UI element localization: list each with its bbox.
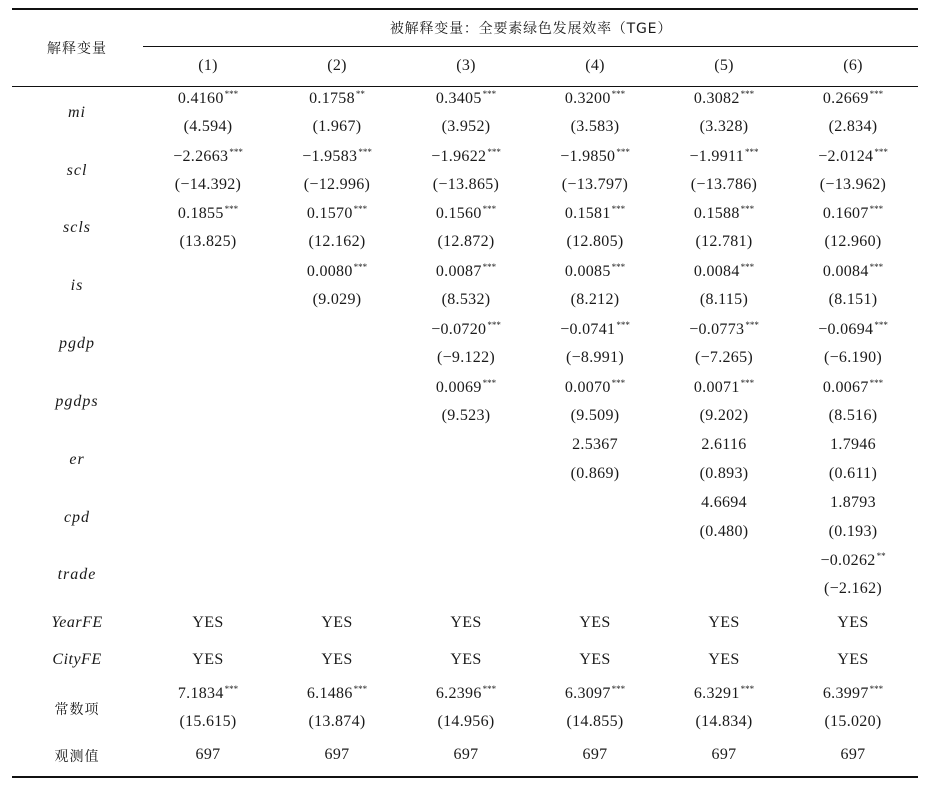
coef-value: 0.0080 (306, 263, 353, 280)
coef-cell (830, 436, 876, 454)
t-stat: (4.594) (183, 118, 233, 135)
significance-stars: *** (353, 684, 368, 694)
t-stat: (−14.392) (174, 176, 242, 193)
t-stat: (15.615) (179, 713, 237, 730)
coef-cell (173, 147, 243, 166)
coef-value: −1.9583 (302, 148, 358, 165)
coef-value: −2.0124 (818, 148, 874, 165)
coef-value: −1.9850 (560, 148, 616, 165)
t-stat: (13.825) (179, 233, 237, 250)
constant-label: 常数项 (54, 702, 100, 718)
variable-label: scls (63, 219, 91, 236)
t-stat: (2.834) (828, 118, 878, 135)
coef-cell (818, 320, 888, 339)
t-stat: (−9.122) (436, 349, 496, 366)
coef-value: 0.0067 (822, 379, 869, 396)
coef-cell (572, 436, 618, 454)
significance-stars: *** (224, 204, 239, 214)
row-label-header: 解释变量 (47, 41, 107, 57)
coef-cell (565, 684, 625, 703)
significance-stars: *** (745, 320, 759, 330)
t-stat: (12.872) (437, 233, 495, 250)
column-header: (2) (327, 57, 347, 74)
coef-value: 0.3200 (564, 90, 611, 107)
t-stat: (12.960) (824, 233, 882, 250)
coef-value: −1.9911 (689, 148, 745, 165)
significance-stars: *** (611, 262, 626, 272)
variable-label: cpd (63, 509, 91, 526)
column-header: (5) (714, 57, 734, 74)
coef-cell (701, 436, 746, 454)
significance-stars: *** (482, 684, 497, 694)
coef-cell (823, 204, 883, 223)
significance-stars: *** (740, 204, 755, 214)
observations-value: 697 (711, 746, 737, 763)
coef-cell (694, 89, 754, 108)
coef-value: 6.3997 (822, 685, 869, 702)
significance-stars: *** (482, 89, 497, 99)
significance-stars: *** (482, 378, 497, 388)
t-stat: (14.834) (695, 713, 753, 730)
fixed-effect-value: YES (579, 614, 611, 631)
coef-cell (178, 684, 238, 703)
significance-stars: *** (611, 204, 626, 214)
coef-value: 0.1588 (693, 205, 740, 222)
variable-label: trade (57, 566, 97, 583)
coef-cell (565, 378, 625, 397)
group-title: 被解释变量：全要素绿色发展效率（TGE） (389, 21, 673, 37)
coef-cell (560, 320, 630, 339)
significance-stars: *** (482, 262, 497, 272)
fixed-effect-value: YES (321, 614, 353, 631)
coef-value: −0.0262 (820, 552, 876, 569)
column-header: (3) (456, 57, 476, 74)
fixed-effect-value: YES (837, 614, 869, 631)
fixed-effect-value: YES (321, 651, 353, 668)
variable-label: er (69, 451, 85, 468)
coef-cell (694, 378, 754, 397)
t-stat: (−13.962) (819, 176, 887, 193)
coef-value: −0.0773 (689, 321, 745, 338)
coef-cell (302, 147, 372, 166)
significance-stars: *** (611, 89, 626, 99)
coef-cell (565, 89, 625, 108)
fixed-effect-value: YES (192, 651, 224, 668)
observations-value: 697 (324, 746, 350, 763)
coef-cell (431, 320, 501, 339)
significance-stars: *** (616, 320, 630, 330)
coef-value: −2.2663 (173, 148, 229, 165)
coef-value: 0.0071 (693, 379, 740, 396)
t-stat: (−8.991) (565, 349, 625, 366)
coef-cell (307, 204, 367, 223)
significance-stars: *** (869, 89, 884, 99)
coef-cell (565, 204, 625, 223)
coef-cell (436, 204, 496, 223)
table-top-rule (12, 8, 918, 10)
coef-cell (823, 262, 883, 281)
coef-value: 0.0070 (564, 379, 611, 396)
coef-cell (694, 204, 754, 223)
t-stat: (0.611) (828, 465, 878, 482)
t-stat: (12.805) (566, 233, 624, 250)
coef-value: 0.3405 (435, 90, 482, 107)
significance-stars: *** (353, 204, 368, 214)
t-stat: (15.020) (824, 713, 882, 730)
significance-stars: *** (869, 262, 884, 272)
t-stat: (0.193) (828, 523, 878, 540)
coef-cell (565, 262, 625, 281)
observations-value: 697 (582, 746, 608, 763)
significance-stars: *** (224, 684, 239, 694)
coef-value: 2.5367 (572, 436, 618, 453)
coef-cell (689, 320, 759, 339)
variable-label: is (70, 277, 84, 294)
coef-cell (694, 262, 754, 281)
observations-value: 697 (840, 746, 866, 763)
coef-value: 0.0084 (822, 263, 869, 280)
coef-value: 0.0084 (693, 263, 740, 280)
t-stat: (3.328) (699, 118, 749, 135)
coef-value: 6.1486 (306, 685, 353, 702)
t-stat: (−7.265) (694, 349, 754, 366)
coef-cell (823, 378, 883, 397)
t-stat: (8.516) (828, 407, 878, 424)
t-stat: (−13.797) (561, 176, 629, 193)
coef-value: −0.0720 (431, 321, 487, 338)
observations-value: 697 (453, 746, 479, 763)
coef-value: 0.1570 (306, 205, 353, 222)
t-stat: (12.781) (695, 233, 753, 250)
significance-stars: *** (740, 378, 755, 388)
coef-cell (823, 89, 883, 108)
t-stat: (14.956) (437, 713, 495, 730)
significance-stars: *** (353, 262, 368, 272)
significance-stars: *** (487, 147, 501, 157)
observations-label: 观测值 (54, 749, 100, 765)
coef-cell (307, 684, 367, 703)
coef-value: 1.7946 (830, 436, 876, 453)
significance-stars: *** (740, 684, 755, 694)
significance-stars: ** (876, 551, 886, 561)
significance-stars: *** (740, 262, 755, 272)
coef-cell (436, 262, 496, 281)
coef-value: 0.1758 (309, 90, 355, 107)
fixed-effect-value: YES (450, 651, 482, 668)
coef-value: 0.4160 (177, 90, 224, 107)
t-stat: (0.893) (699, 465, 749, 482)
fixed-effect-value: YES (708, 651, 740, 668)
significance-stars: *** (482, 204, 497, 214)
coef-cell (431, 147, 501, 166)
coef-value: 6.2396 (435, 685, 482, 702)
coef-value: 0.0087 (435, 263, 482, 280)
coef-cell (694, 684, 754, 703)
coef-cell (436, 89, 496, 108)
coef-value: 6.3291 (693, 685, 740, 702)
t-stat: (0.480) (699, 523, 749, 540)
coef-cell (823, 684, 883, 703)
t-stat: (−6.190) (823, 349, 883, 366)
coef-value: 6.3097 (564, 685, 611, 702)
significance-stars: *** (611, 378, 626, 388)
header-span-rule (143, 46, 918, 47)
t-stat: (9.509) (570, 407, 620, 424)
fixed-effect-value: YES (579, 651, 611, 668)
t-stat: (9.523) (441, 407, 491, 424)
column-header: (4) (585, 57, 605, 74)
coef-value: 0.1581 (564, 205, 611, 222)
coef-cell (689, 147, 758, 166)
coef-value: 0.0085 (564, 263, 611, 280)
coef-value: 7.1834 (177, 685, 224, 702)
fixed-effect-label: YearFE (51, 614, 103, 631)
t-stat: (8.212) (570, 291, 620, 308)
coef-cell (307, 262, 367, 281)
variable-label: scl (66, 162, 88, 179)
t-stat: (−2.162) (823, 580, 883, 597)
coef-cell (818, 147, 888, 166)
coef-value: 2.6116 (701, 436, 747, 453)
coef-value: 4.6694 (701, 494, 747, 511)
fixed-effect-value: YES (450, 614, 482, 631)
coef-cell (560, 147, 630, 166)
coef-value: 0.1560 (435, 205, 482, 222)
significance-stars: *** (874, 320, 888, 330)
significance-stars: *** (224, 89, 239, 99)
fixed-effect-value: YES (192, 614, 224, 631)
t-stat: (3.583) (570, 118, 620, 135)
coef-cell (178, 89, 238, 108)
significance-stars: *** (611, 684, 626, 694)
coef-value: 0.1855 (177, 205, 224, 222)
t-stat: (1.967) (312, 118, 362, 135)
header-bottom-rule (12, 86, 918, 87)
coef-cell (701, 494, 747, 512)
significance-stars: *** (358, 147, 372, 157)
coef-cell (436, 378, 496, 397)
coef-cell (830, 494, 876, 512)
t-stat: (8.151) (828, 291, 878, 308)
coef-value: 0.3082 (693, 90, 740, 107)
t-stat: (−13.865) (432, 176, 500, 193)
coef-cell (178, 204, 238, 223)
significance-stars: *** (740, 89, 755, 99)
observations-value: 697 (195, 746, 221, 763)
t-stat: (−12.996) (303, 176, 371, 193)
coef-value: 1.8793 (830, 494, 876, 511)
coef-value: 0.0069 (435, 379, 482, 396)
column-header: (6) (843, 57, 863, 74)
variable-label: mi (68, 104, 86, 121)
fixed-effect-value: YES (708, 614, 740, 631)
fixed-effect-value: YES (837, 651, 869, 668)
significance-stars: *** (869, 684, 884, 694)
significance-stars: *** (487, 320, 501, 330)
significance-stars: *** (869, 378, 884, 388)
t-stat: (9.029) (312, 291, 362, 308)
significance-stars: *** (616, 147, 630, 157)
significance-stars: *** (874, 147, 888, 157)
coef-value: 0.1607 (822, 205, 869, 222)
column-header: (1) (198, 57, 218, 74)
variable-label: pgdp (59, 335, 95, 352)
fixed-effect-label: CityFE (52, 651, 102, 668)
coef-cell (309, 89, 365, 108)
t-stat: (8.532) (441, 291, 491, 308)
t-stat: (3.952) (441, 118, 491, 135)
significance-stars: ** (355, 89, 365, 99)
t-stat: (0.869) (570, 465, 620, 482)
coef-cell (820, 551, 885, 570)
t-stat: (14.855) (566, 713, 624, 730)
significance-stars: *** (869, 204, 884, 214)
t-stat: (13.874) (308, 713, 366, 730)
coef-value: 0.2669 (822, 90, 869, 107)
variable-label: pgdps (55, 393, 99, 410)
t-stat: (9.202) (699, 407, 749, 424)
coef-cell (436, 684, 496, 703)
significance-stars: *** (229, 147, 243, 157)
significance-stars: *** (745, 147, 759, 157)
coef-value: −0.0694 (818, 321, 874, 338)
coef-value: −0.0741 (560, 321, 616, 338)
coef-value: −1.9622 (431, 148, 487, 165)
table-bottom-rule (12, 776, 918, 778)
t-stat: (12.162) (308, 233, 366, 250)
t-stat: (8.115) (699, 291, 749, 308)
t-stat: (−13.786) (690, 176, 758, 193)
